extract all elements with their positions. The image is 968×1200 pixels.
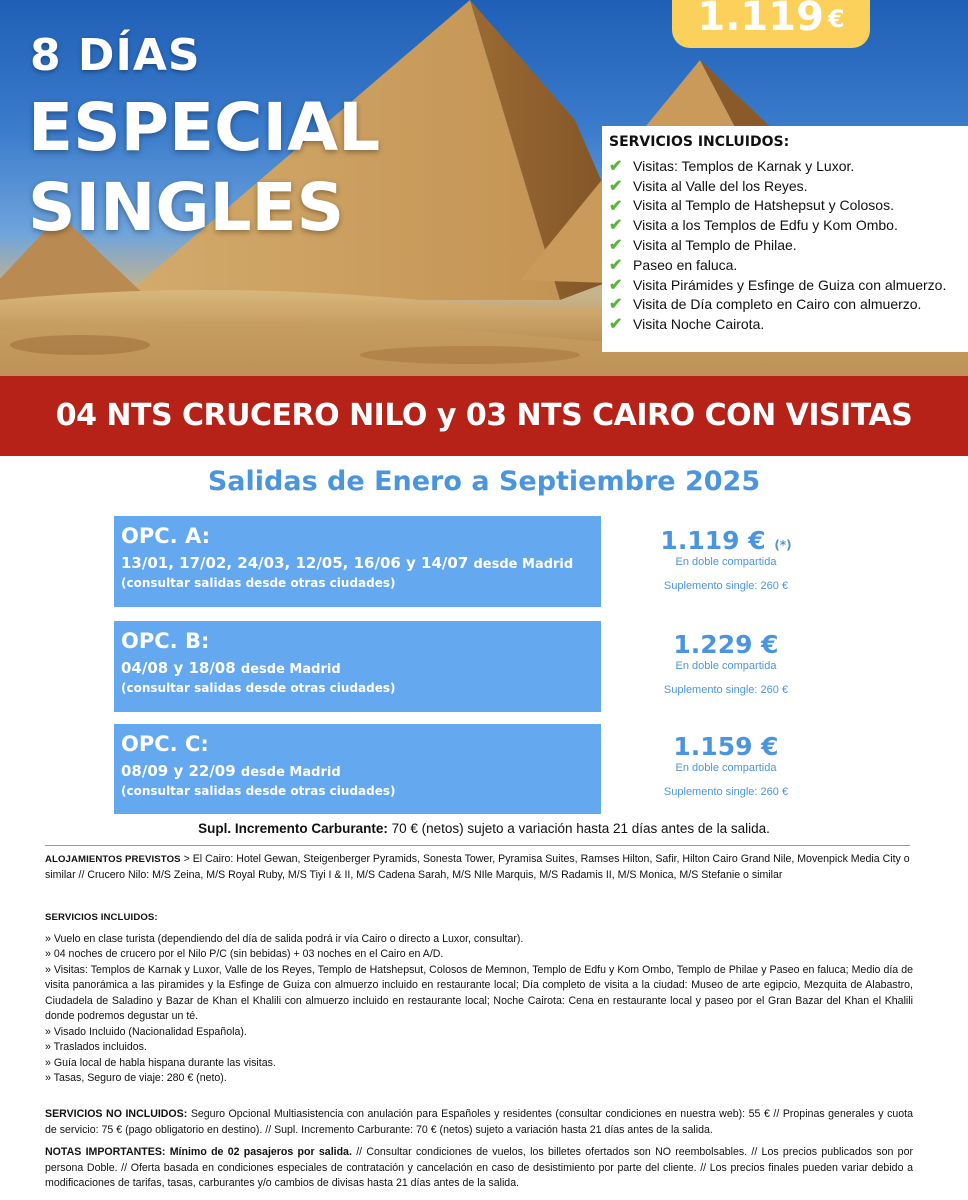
list-item: ✔ Visita al Valle del los Reyes.	[609, 177, 808, 195]
fuel-surcharge: Supl. Incremento Carburante: 70 € (netos) sujeto a variación hasta 21 días antes de la salida.	[198, 821, 770, 836]
included-services-title: SERVICIOS INCLUIDOS:	[609, 134, 790, 150]
option-c-card	[114, 724, 601, 814]
checkmark-icon: ✔	[609, 217, 623, 235]
option-b-card	[114, 621, 601, 712]
list-item: ✔ Visita al Templo de Hatshepsut y Colosos.	[609, 197, 894, 215]
list-item: ✔ Visita a los Templos de Edfu y Kom Ombo.	[609, 217, 898, 235]
price-amount: 1.229 €	[673, 630, 779, 659]
hero-banner	[0, 0, 968, 376]
option-note: (consultar salidas desde otras ciudades)	[121, 681, 396, 695]
option-note: (consultar salidas desde otras ciudades)	[121, 784, 396, 798]
option-note: (consultar salidas desde otras ciudades)	[121, 576, 396, 590]
list-item: ✔ Paseo en faluca.	[609, 256, 738, 274]
option-b-price	[620, 630, 832, 696]
list-item: » 04 noches de crucero por el Nilo P/C (sin bebidas) + 03 noches en el Cairo en A/D.	[45, 948, 444, 960]
option-dates: 04/08 y 18/08 desde Madrid	[121, 659, 341, 677]
list-item: ✔ Visita al Templo de Philae.	[609, 237, 797, 255]
list-item: » Tasas, Seguro de viaje: 280 € (neto).	[45, 1072, 227, 1084]
checkmark-icon: ✔	[609, 157, 623, 175]
services-section	[45, 910, 913, 1087]
notes-min-pax: Mínimo de 02 pasajeros por salida.	[169, 1146, 352, 1158]
not-included-section	[45, 1107, 913, 1138]
checkmark-icon: ✔	[609, 177, 623, 195]
trip-banner: 04 NTS CRUCERO NILO y 03 NTS CAIRO CON VISITAS	[0, 376, 968, 456]
departures-title: Salidas de Enero a Septiembre 2025	[207, 466, 761, 497]
price-badge-currency: €	[827, 5, 845, 33]
checkmark-icon: ✔	[609, 296, 623, 314]
price-badge-amount: 1.119	[697, 0, 824, 40]
option-dates: 08/09 y 22/09 desde Madrid	[121, 762, 341, 780]
option-a-price	[620, 526, 832, 592]
checkmark-icon: ✔	[609, 256, 623, 274]
included-services-list	[609, 156, 968, 334]
trip-duration: 8 DÍAS	[30, 30, 201, 81]
notes-section	[45, 1145, 913, 1192]
checkmark-icon: ✔	[609, 316, 623, 334]
single-supplement: Suplemento single: 260 €	[663, 684, 789, 696]
option-c-price	[620, 732, 832, 798]
checkmark-icon: ✔	[609, 237, 623, 255]
divider	[45, 845, 910, 846]
not-included-text: Seguro Opcional Multiasistencia con anulación para Españoles y residentes (consultar condiciones en nuestra web): 55 € // Propinas generales y cuota de servicio: 75 € (pago obligatorio en destino). // Supl. Incremento Carburante: 70 € (netos) sujeto a variación hasta 21 días antes de la salida.	[45, 1108, 913, 1136]
price-basis: En doble compartida	[675, 762, 777, 774]
option-label: OPC. C:	[121, 732, 209, 756]
option-dates: 13/01, 17/02, 24/03, 12/05, 16/06 y 14/07 desde Madrid	[121, 554, 574, 572]
list-item: » Visitas: Templos de Karnak y Luxor, Valle de los Reyes, Templo de Hatshepsut, Colosos de Memnon, Templo de Edfu y Kom Ombo, Templo de Philae y Paseo en faluca; Medio día de visita panorámica a las piramides y la Esfinge de Guiza con almuerzo incluido en restaurante local; Día completo de visita a la ciudad: Museo de arte egipcio, Mezquita de Alabastro, Ciudadela de Saladino y Bazar de Khan el Khalili con almuerzo incluido en restaurante local; Noche Cairota: Cena en restaurante local y paseo por el Gran Bazar del Khan el Khalili donde podremos degustar un té.	[45, 963, 913, 1022]
list-item: ✔ Visita Noche Cairota.	[609, 316, 765, 334]
price-amount: 1.119 € (*)	[660, 526, 792, 555]
list-item: » Traslados incluidos.	[45, 1041, 147, 1053]
option-label: OPC. A:	[121, 524, 210, 548]
notes-text: // Consultar condiciones de vuelos, los billetes ofertados son NO reembolsables. // Los precios publicados son por persona Doble. // Oferta basada en condiciones especiales de contratación y cancelación en caso de desistimiento por parte del cliente. // Los precios finales pueden variar debido a modificaciones de tarifas, tasas, carburantes y/o cambios de divisas hasta 21 días antes de la salida.	[45, 1146, 913, 1189]
included-services-box	[602, 126, 968, 352]
option-a-card	[114, 516, 601, 607]
notes-label: NOTAS IMPORTANTES:	[45, 1146, 166, 1158]
hero-title	[28, 88, 380, 248]
lodging-label: ALOJAMIENTOS PREVISTOS	[45, 854, 181, 865]
price-amount: 1.159 €	[673, 732, 779, 761]
list-item: ✔ Visitas: Templos de Karnak y Luxor.	[609, 157, 855, 175]
checkmark-icon: ✔	[609, 197, 623, 215]
list-item: ✔ Visita de Día completo en Cairo con almuerzo.	[609, 296, 922, 314]
services-list	[45, 932, 913, 1087]
option-label: OPC. B:	[121, 629, 210, 653]
single-supplement: Suplemento single: 260 €	[663, 786, 789, 798]
price-basis: En doble compartida	[675, 660, 777, 672]
list-item: ✔ Visita Pirámides y Esfinge de Guiza con almuerzo.	[609, 276, 947, 294]
checkmark-icon: ✔	[609, 276, 623, 294]
list-item: » Vuelo en clase turista (dependiendo del día de salida podrá ir vía Cairo o directo a Luxor, consultar).	[45, 932, 524, 945]
services-title: SERVICIOS INCLUIDOS:	[45, 912, 158, 923]
not-included-label: SERVICIOS NO INCLUIDOS:	[45, 1108, 188, 1120]
lodging-text: > El Cairo: Hotel Gewan, Steigenberger Pyramids, Sonesta Tower, Pyramisa Suites, Ramses Hilton, Safir, Hilton Cairo Grand Nile, Movenpick Media City o similar // Crucero Nilo: M/S Zeina, M/S Royal Ruby, M/S Tiyi I & II, M/S Cadena Sarah, M/S NIle Marquis, M/S Radamis II, M/S Monica, M/S Stefanie o similar	[45, 853, 910, 881]
price-badge	[672, 0, 870, 48]
lodging-section	[45, 852, 913, 883]
list-item: » Guía local de habla hispana durante las visitas.	[45, 1056, 276, 1069]
hero-title-line1: ESPECIAL	[28, 89, 381, 166]
hero-title-line2: SINGLES	[28, 169, 345, 246]
price-basis: En doble compartida	[675, 556, 777, 568]
list-item: » Visado Incluido (Nacionalidad Española).	[45, 1025, 247, 1038]
single-supplement: Suplemento single: 260 €	[663, 580, 789, 592]
